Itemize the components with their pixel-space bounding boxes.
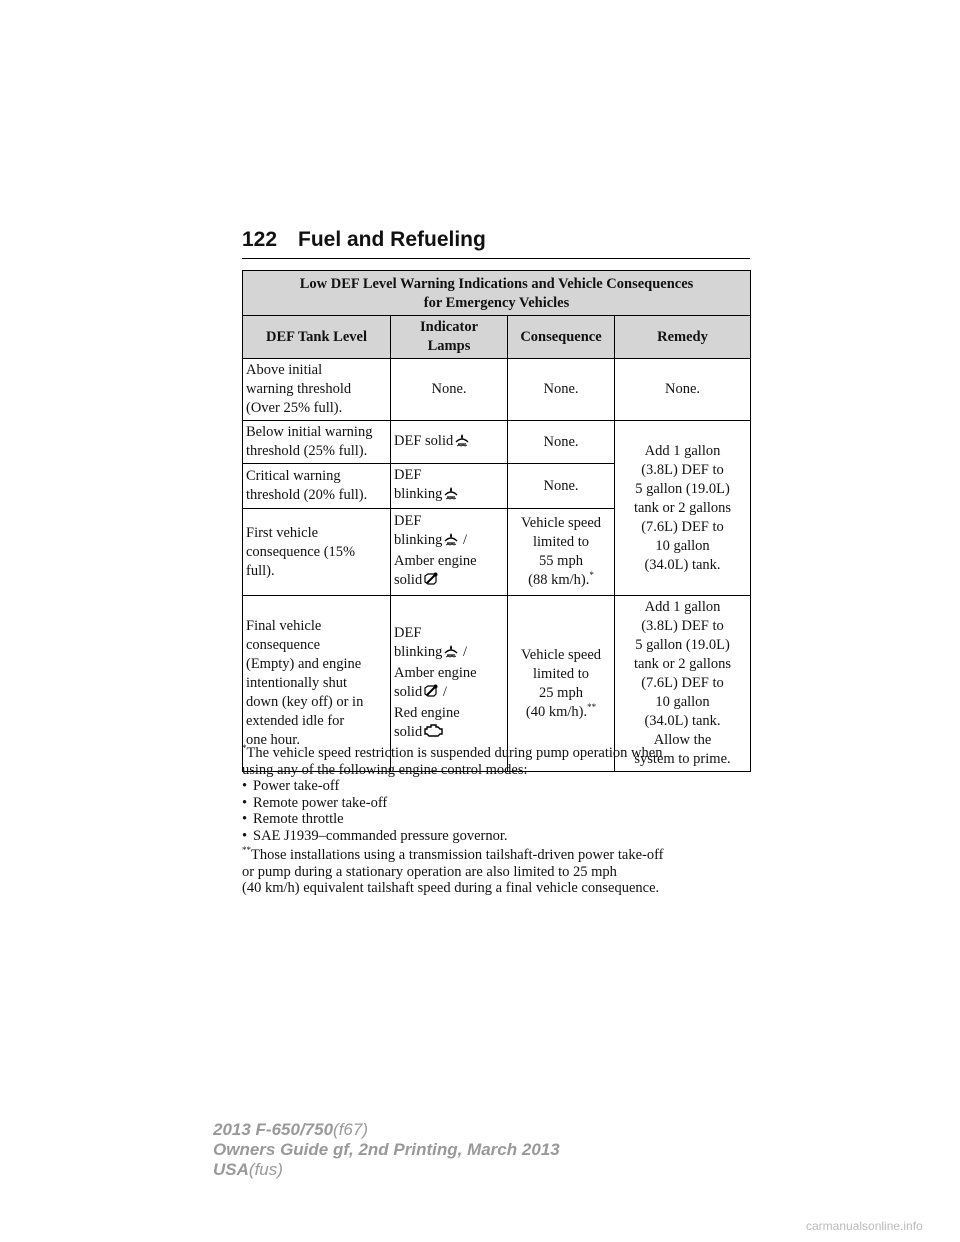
cell-level: Above initial warning threshold (Over 25% full). [243, 359, 391, 421]
def-fluid-icon [443, 644, 459, 664]
cell-lamps: DEF blinking [391, 464, 508, 509]
col-header-level: DEF Tank Level [243, 316, 391, 359]
table-caption: Low DEF Level Warning Indications and Vehicle Consequences for Emergency Vehicles [243, 271, 751, 316]
cell-lamps: None. [391, 359, 508, 421]
cell-consequence: None. [508, 464, 615, 509]
wrench-engine-icon [423, 571, 439, 592]
watermark: carmanualsonline.info [806, 1219, 923, 1233]
cell-level: First vehicle consequence (15% full). [243, 509, 391, 596]
table-header-row [243, 316, 751, 359]
footnote-1: *The vehicle speed restriction is suspended during pump operation when using any of the following engine control modes: [242, 743, 663, 778]
cell-remedy: Add 1 gallon (3.8L) DEF to 5 gallon (19.0L) tank or 2 gallons (7.6L) DEF to 10 gallon (34.0L) tank. Allow the system to prime. [615, 596, 751, 772]
footer-market-code: (fus) [248, 1160, 283, 1179]
cell-remedy: None. [615, 359, 751, 421]
cell-consequence: None. [508, 421, 615, 464]
list-item: • SAE J1939–commanded pressure governor. [242, 828, 752, 845]
wrench-engine-icon [423, 683, 439, 704]
footnote-mark: ** [587, 701, 597, 712]
cell-lamps: DEF solid [391, 421, 508, 464]
list-item: • Power take-off [242, 778, 752, 795]
footnotes [242, 745, 752, 897]
cell-lamps: DEF blinking / Amber engine solid / Red engine solid [391, 596, 508, 772]
def-fluid-icon [443, 532, 459, 552]
def-warning-table [242, 270, 751, 772]
cell-consequence: None. [508, 359, 615, 421]
page-footer [213, 1120, 560, 1180]
footnote-mark: * [589, 570, 594, 581]
page-number: 122 [242, 228, 278, 251]
cell-level: Critical warning threshold (20% full). [243, 464, 391, 509]
def-fluid-icon [443, 486, 459, 506]
cell-consequence: Vehicle speed limited to 55 mph (88 km/h).* [508, 509, 615, 596]
control-mode-list [242, 778, 752, 844]
section-title: Fuel and Refueling [298, 228, 486, 251]
table-row [243, 359, 751, 421]
footnote-2: **Those installations using a transmission tailshaft-driven power take-off or pump during a stationary operation are also limited to 25 mph (40 km/h) equivalent tailshaft speed during a final vehicle consequence. [242, 845, 664, 896]
list-item: • Remote power take-off [242, 795, 752, 812]
list-item: • Remote throttle [242, 811, 752, 828]
footer-market: USA [213, 1160, 249, 1179]
table-row [243, 421, 751, 464]
cell-lamps: DEF blinking / Amber engine solid [391, 509, 508, 596]
def-fluid-icon [454, 433, 470, 453]
footer-model: 2013 F-650/750 [213, 1120, 334, 1139]
cell-remedy-shared: Add 1 gallon (3.8L) DEF to 5 gallon (19.0L) tank or 2 gallons (7.6L) DEF to 10 gallon (34.0L) tank. [615, 421, 751, 596]
page-header [242, 228, 750, 259]
engine-icon [423, 723, 443, 744]
col-header-remedy: Remedy [615, 316, 751, 359]
cell-consequence: Vehicle speed limited to 25 mph (40 km/h).** [508, 596, 615, 772]
footer-guide: Owners Guide gf, 2nd Printing, March 2013 [213, 1140, 560, 1159]
footer-model-code: (f67) [333, 1120, 369, 1139]
cell-level: Below initial warning threshold (25% full). [243, 421, 391, 464]
col-header-consequence: Consequence [508, 316, 615, 359]
col-header-lamps: Indicator Lamps [391, 316, 508, 359]
cell-level: Final vehicle consequence (Empty) and engine intentionally shut down (key off) or in extended idle for one hour. [243, 596, 391, 772]
